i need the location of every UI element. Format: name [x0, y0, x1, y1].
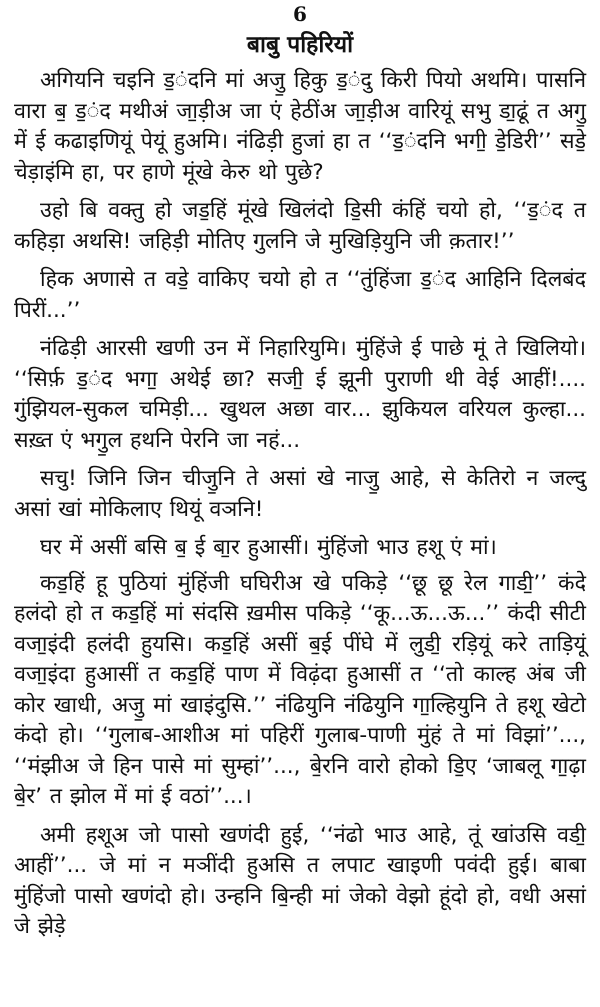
paragraph-4: नंढिड़ी आरसी खणी उन में निहारियुमि। मुंहिंजे ई पाछे मूं ते खिलियो। ‘‘सिर्फ़ ड॒ंद भगा॒ अथेई छा? सजी॒ ई झूनी पुराणी थी वेई आहीं!.... गुंझियल-सुकल चमिड़ी... खुथल अछा वार... झुकियल वरियल कुल्हा... सख़्त एं भगु॒ल हथनि पेरनि जा नहं...: [14, 336, 586, 453]
chapter-title: बाबु पहिरियों: [246, 32, 354, 58]
page-number: 6: [293, 2, 307, 26]
paragraph-2: उहो बि वक्तु हो जड॒हिं मूंखे खिलंदो डि॒सी कंहिं चयो हो, ‘‘ड॒ंद त कहिड़ा अथसि! जहिड़ी मोतिए गुलनि जे मुखिड़ियुनि जी क़तार!’’: [14, 198, 586, 254]
paragraph-7: कड॒हिं हू पुठियां मुंहिंजी घघिरीअ खे पकिड़े ‘‘छू छू रेल गाडी॒’’ कंदे हलंदो हो त कड॒हिं मां संदसि ख़मीस पकिड़े ‘‘कू...ऊ...ऊ...’’ कंदी सीटी वजा॒इंदी हलंदी हुयसि। कड॒हिं असीं ब॒ई पींघे में लुडी॒ रड़ियूं करे ताड़ियूं वजा॒इंदा हुआसीं त कड॒हिं पाण में विढ़ंदा हुआसीं त ‘‘तो काल्ह अंब जी कोर खाधी, अजु॒ मां खाइंदुसि.’’ नंढियुनि नंढियुनि गा॒ल्हियुनि ते हशू खेटो कंदो हो। ‘‘गुलाब-आशीअ मां पहिरीं गुलाब-पाणी मुंहं ते मां विझां’’..., ‘‘मंझीअ जे हिन पासे मां सुम्हां’’..., बे॒रनि वारो होको डि॒ए ‘जाबलू गा॒ढ़ा बे॒र’ त झोल में मां ई वठां’’...।: [14, 570, 586, 809]
paragraph-8: अमी हशूअ जो पासो खणंदी हुई, ‘‘नंढो भाउ आहे, तूं खांउसि वडी॒ आहीं’’... जे मां न मञींदी हुअसि त लपाट खाइणी पवंदी हुई। बाबा मुंहिंजो पासो खणंदो हो। उन्हनि बि॒न्ही मां जेको वेझो हूंदो हो, वधी असां जे झेड़े: [14, 822, 586, 939]
paragraph-1: अगियनि चइनि ड॒ंदनि मां अजु॒ हिकु ड॒ंदु किरी पियो अथमि। पासनि वारा ब॒ ड॒ंद मथीअं जा॒ड़ीअ जा एं हेठींअ जा॒ड़ीअ वारियूं सभु डा॒ढूं त अगु॒ में ई कढाइणियूं पेयूं हुअमि। नंढिड़ी हुजां हा त ‘‘ड॒ंदनि भगी॒ डे॒डिरी’’ सडे॒ चेड़ाइंमि हा, पर हाणे मूंखे केरु थो पुछे?: [14, 68, 586, 185]
paragraph-5: सचु! जिनि जिन चीजु॒नि ते असां खे नाजु॒ आहे, से केतिरो न जल्दु असां खां मोकिलाए थियूं वञनि!: [14, 466, 586, 522]
paragraph-6: घर में असीं बसि ब॒ ई बा॒र हुआसीं। मुंहिंजो भाउ हशू एं मां।: [40, 535, 497, 560]
paragraph-3: हिक अणासे त वडे॒ वाकिए चयो हो त ‘‘तुंहिंजा ड॒ंद आहिनि दिलबंद पिरीं...’’: [14, 267, 586, 323]
